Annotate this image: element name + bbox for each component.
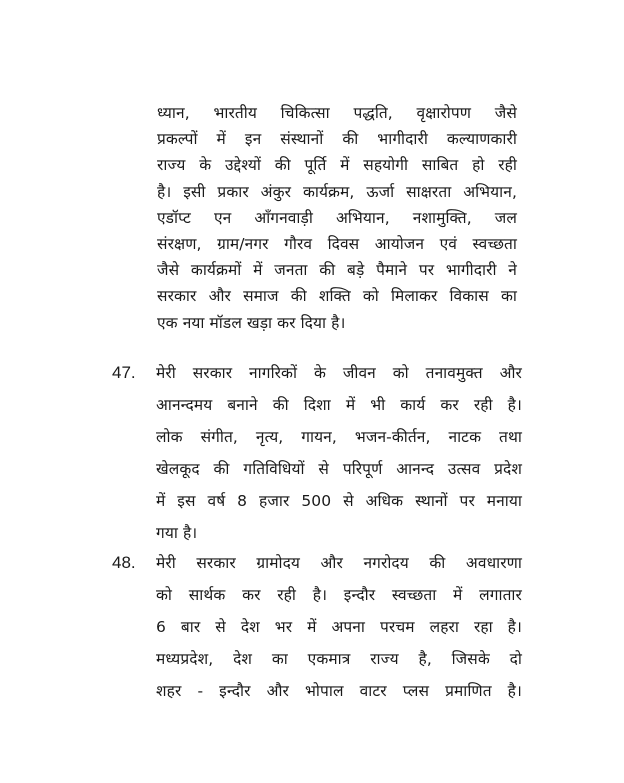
text-line: 6 बार से देश भर में अपना परचम लहरा रहा है।: [156, 618, 522, 636]
text-line: खेलकूद की गतिविधियों से परिपूर्ण आनन्द उत्सव प्रदेश: [156, 460, 522, 478]
text-line: शहर - इन्दौर और भोपाल वाटर प्लस प्रमाणित है।: [156, 682, 522, 700]
text-line: लोक संगीत, नृत्य, गायन, भजन-कीर्तन, नाटक तथा: [156, 428, 522, 446]
text-line: गया है।: [156, 524, 198, 542]
text-line: जैसे कार्यक्रमों में जनता की बड़े पैमाने पर भागीदारी ने: [157, 261, 517, 280]
text-line: आनन्दमय बनाने की दिशा में भी कार्य कर रही है।: [156, 396, 522, 414]
paragraph-number: 47.: [112, 363, 136, 382]
paragraph-number: 48.: [112, 553, 136, 572]
text-line: एडॉप्ट एन आँगनवाड़ी अभियान, नशामुक्ति, जल: [157, 208, 517, 227]
paragraph-body: [156, 357, 522, 549]
text-line: है। इसी प्रकार अंकुर कार्यक्रम, ऊर्जा साक्षरता अभियान,: [157, 182, 517, 201]
text-line: मध्यप्रदेश, देश का एकमात्र राज्य है, जिसके दो: [156, 650, 522, 668]
text-line: प्रकल्पों में इन संस्थानों की भागीदारी कल्याणकारी: [157, 130, 517, 149]
text-line: मेरी सरकार ग्रामोदय और नगरोदय की अवधारणा: [156, 554, 522, 572]
paragraph-body: [156, 547, 522, 707]
text-line: में इस वर्ष 8 हजार 500 से अधिक स्थानों पर मनाया: [156, 492, 522, 510]
text-line: मेरी सरकार नागरिकों के जीवन को तनावमुक्त और: [156, 364, 522, 382]
continuation-paragraph: [157, 100, 517, 336]
text-line: सरकार और समाज की शक्ति को मिलाकर विकास का: [157, 287, 517, 306]
text-line: एक नया मॉडल खड़ा कर दिया है।: [157, 313, 346, 332]
text-line: संरक्षण, ग्राम/नगर गौरव दिवस आयोजन एवं स्वच्छता: [157, 234, 517, 253]
text-line: राज्य के उद्देश्यों की पूर्ति में सहयोगी साबित हो रही: [157, 156, 517, 175]
text-line: ध्यान, भारतीय चिकित्सा पद्धति, वृक्षारोपण जैसे: [157, 104, 517, 122]
text-line: को सार्थक कर रही है। इन्दौर स्वच्छता में लगातार: [156, 586, 522, 604]
